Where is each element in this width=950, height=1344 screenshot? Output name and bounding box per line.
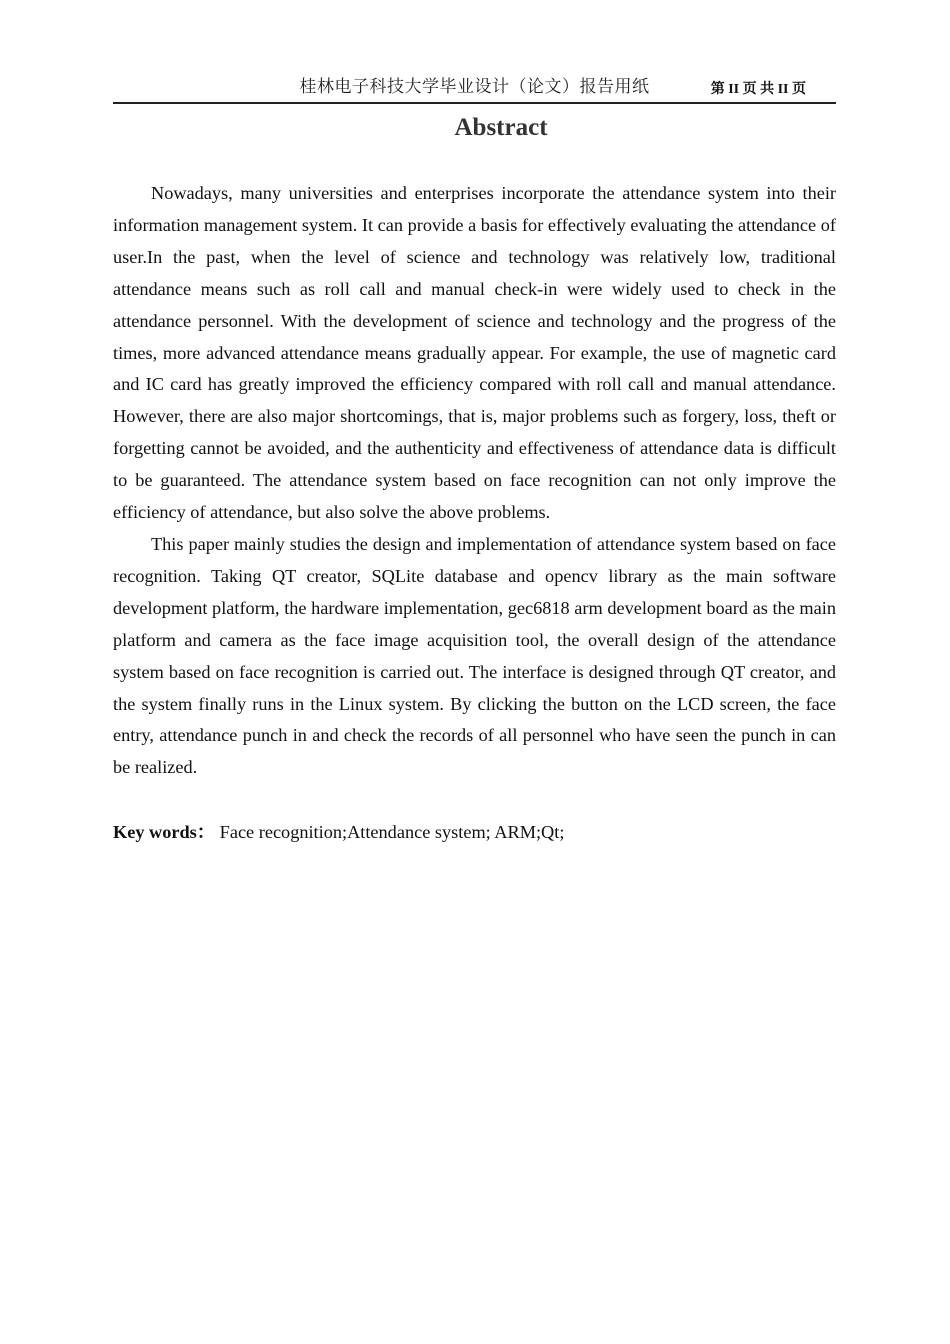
page-header <box>113 70 836 104</box>
keywords-value: Face recognition;Attendance system; ARM;Qt; <box>219 822 565 842</box>
page-number: 第 II 页 共 II 页 <box>710 82 806 97</box>
header-title: 桂林电子科技大学毕业设计（论文）报告用纸 <box>299 77 650 96</box>
abstract-body <box>113 178 836 784</box>
abstract-title: Abstract <box>454 114 548 141</box>
abstract-paragraph-2: This paper mainly studies the design and implementation of attendance system based on face recognition. Taking QT creator, SQLite database and opencv library as the main software development platform, the hardware implementation, gec6818 arm development board as the main platform and camera as the face image acquisition tool, the overall design of the attendance system based on face recognition is carried out. The interface is designed through QT creator, and the system finally runs in the Linux system. By clicking the button on the LCD screen, the face entry, attendance punch in and check the records of all personnel who have seen the punch in can be realized. <box>113 533 836 778</box>
keywords-line <box>113 817 564 849</box>
keywords-label: Key words： <box>113 822 216 842</box>
abstract-paragraph-1: Nowadays, many universities and enterprises incorporate the attendance system into their information management system. It can provide a basis for effectively evaluating the attendance of user.In the past, when the level of science and technology was relatively low, traditional attendance means such as roll call and manual check-in were widely used to check in the attendance personnel. With the development of science and technology and the progress of the times, more advanced attendance means gradually appear. For example, the use of magnetic card and IC card has greatly improved the efficiency compared with roll call and manual attendance. However, there are also major shortcomings, that is, major problems such as forgery, loss, theft or forgetting cannot be avoided, and the authenticity and effectiveness of attendance data is difficult to be guaranteed. The attendance system based on face recognition can not only improve the efficiency of attendance, but also solve the above problems. <box>113 183 836 523</box>
